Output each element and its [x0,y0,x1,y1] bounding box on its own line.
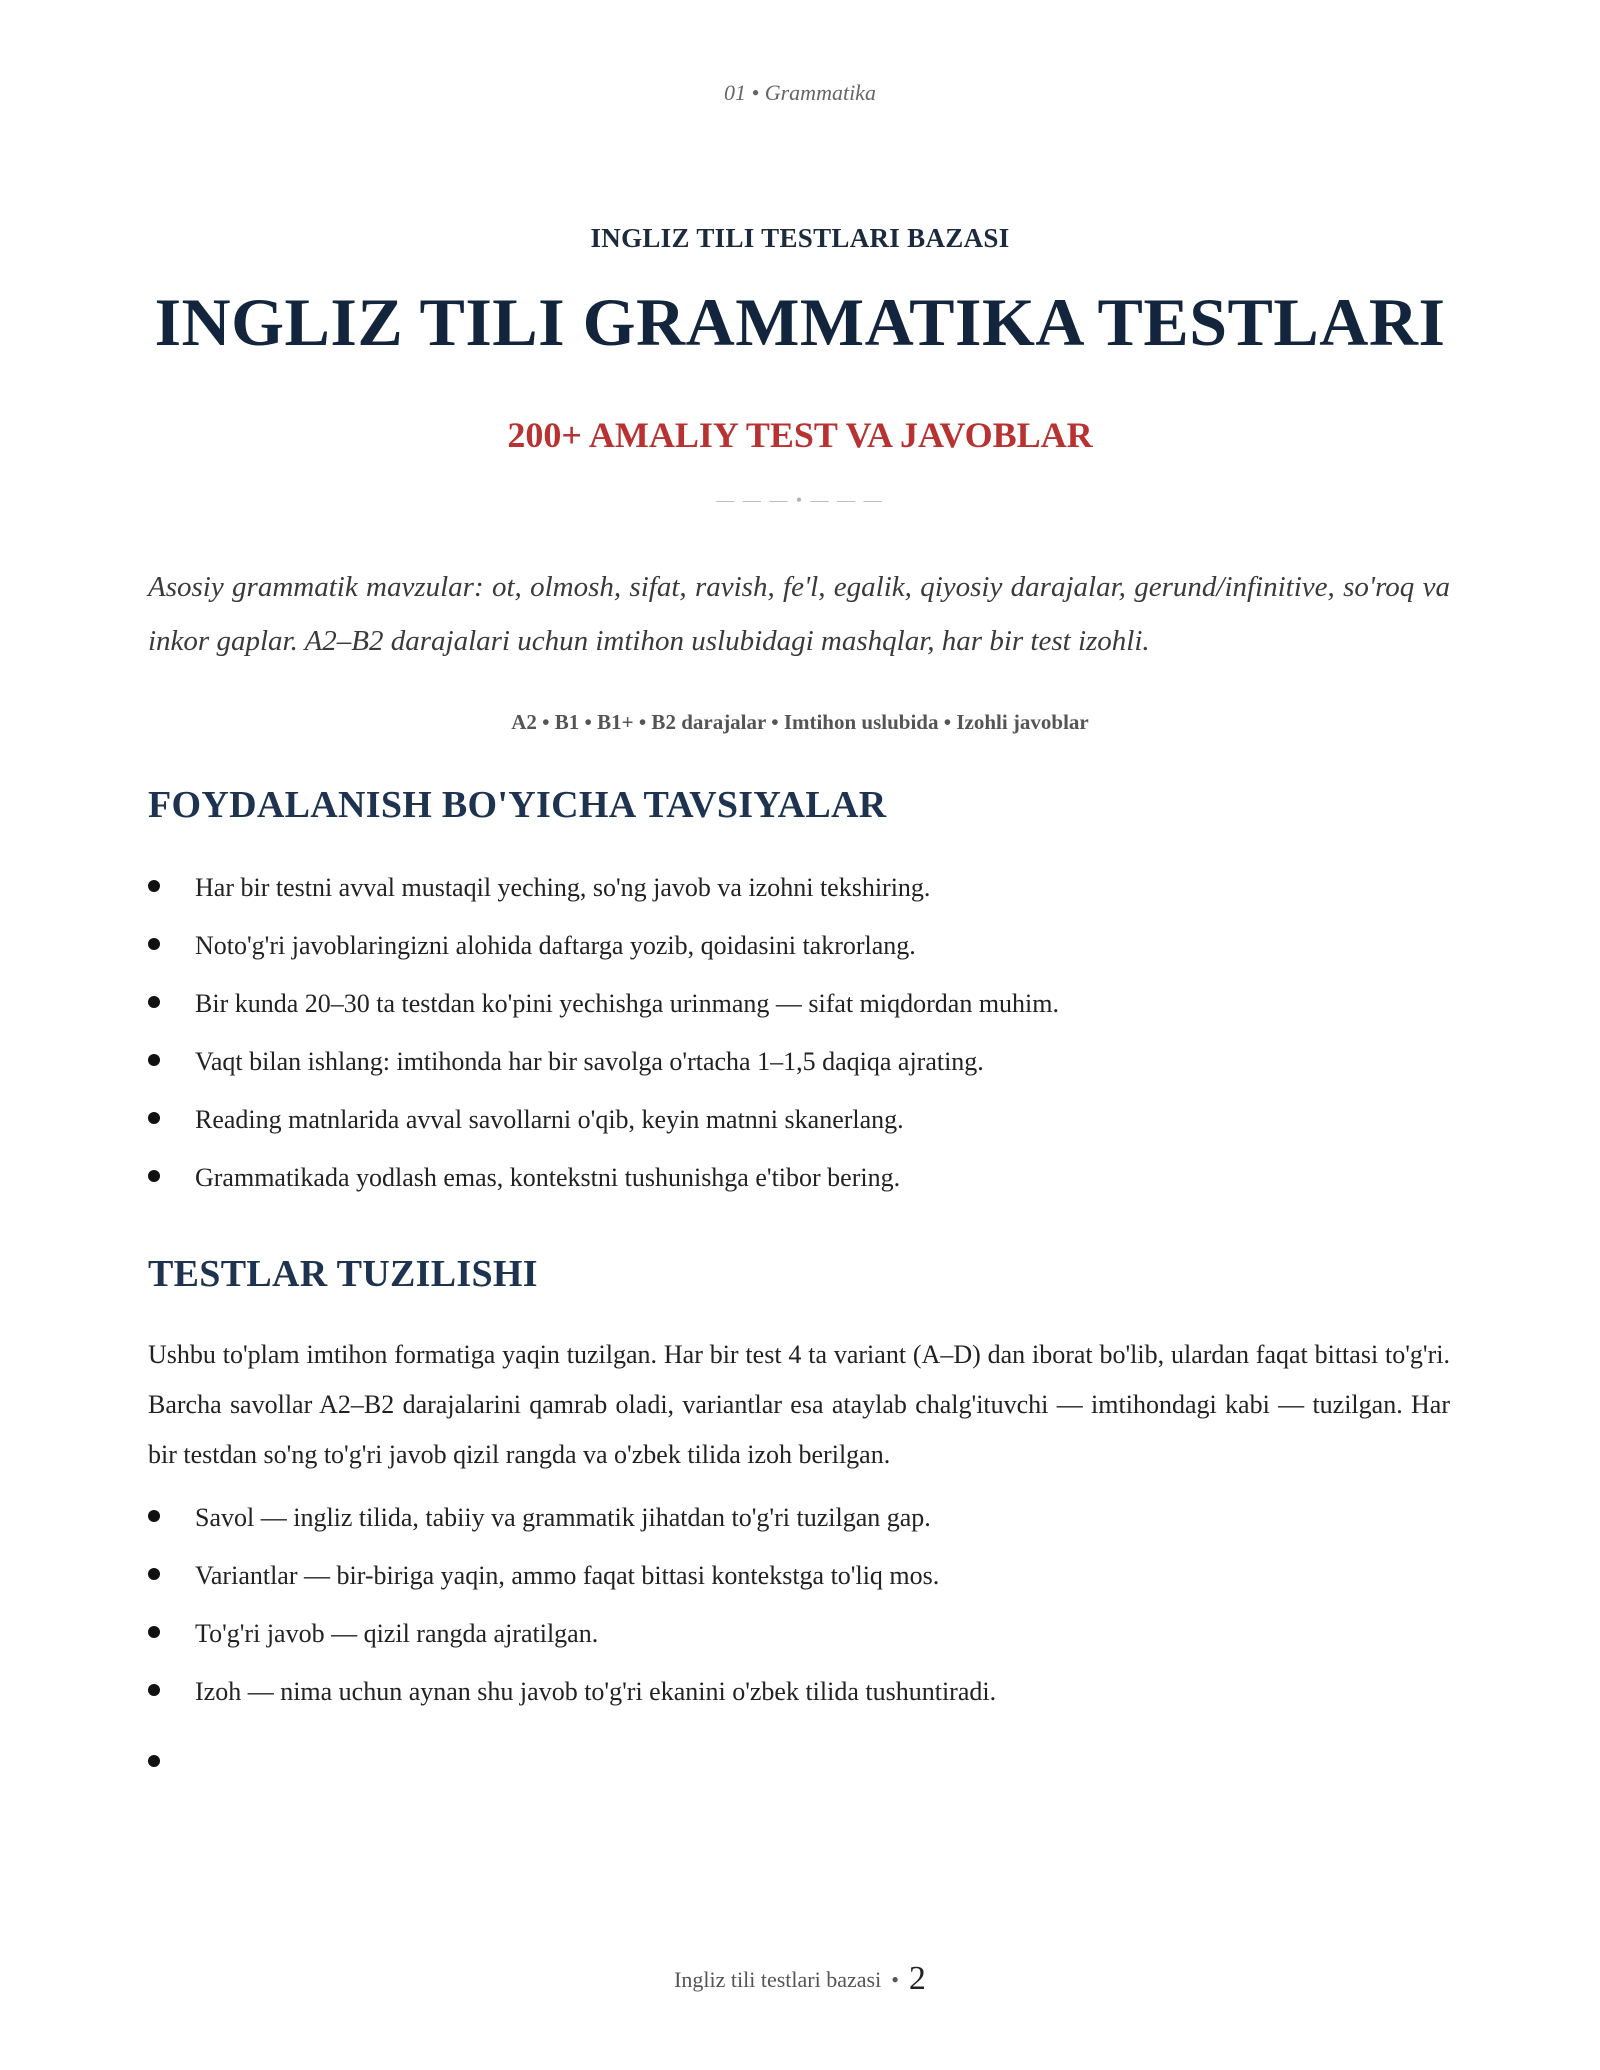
list-item-text: Har bir testni avval mustaqil yeching, so'ng javob va izohni tekshiring. [195,873,931,902]
bullet-icon [148,1626,160,1638]
list-item [148,1616,1458,1674]
section-heading-structure: TESTLAR TUZILISHI [148,1253,538,1295]
list-item-text: Savol — ingliz tilida, tabiiy va grammatik jihatdan to'g'ri tuzilgan gap. [195,1503,931,1532]
subtitle: 200+ AMALIY TEST VA JAVOBLAR [507,415,1093,455]
levels-line: A2 • B1 • B1+ • B2 darajalar • Imtihon uslubida • Izohli javoblar [511,710,1089,734]
list-item [148,870,1458,928]
bullet-icon [148,996,160,1008]
list-item [148,1160,1458,1218]
bullet-icon [148,880,160,892]
list-item-text: Reading matnlarida avval savollarni o'qib, keyin matnni skanerlang. [195,1105,904,1134]
bullet-icon [148,938,160,950]
section-heading-recommendations: FOYDALANISH BO'YICHA TAVSIYALAR [148,784,887,826]
list-item [148,1102,1458,1160]
list-item-text: Noto'g'ri javoblaringizni alohida daftarga yozib, qoidasini takrorlang. [195,931,916,960]
list-item [148,1044,1458,1102]
list-item-text: Vaqt bilan ishlang: imtihonda har bir savolga o'rtacha 1–1,5 daqiqa ajrating. [195,1047,984,1076]
kicker: INGLIZ TILI TESTLARI BAZASI [590,223,1010,253]
bullet-icon [148,1054,160,1066]
list-item-text: Grammatikada yodlash emas, kontekstni tushunishga e'tibor bering. [195,1163,901,1192]
list-item-text: Variantlar — bir-biriga yaqin, ammo faqat bittasi kontekstga to'liq mos. [195,1561,940,1590]
list-item [148,1674,1458,1732]
bullet-icon [148,1112,160,1124]
list-item [148,928,1458,986]
bullet-icon [148,1684,160,1696]
empty-bullet-icon [148,1755,160,1767]
recommendations-list [148,870,1458,1218]
page-footer [0,1960,1600,1998]
footer-separator: • [891,1967,899,1992]
bullet-icon [148,1510,160,1522]
list-item-text: Bir kunda 20–30 ta testdan ko'pini yechishga urinmang — sifat miqdordan muhim. [195,989,1059,1018]
structure-paragraph: Ushbu to'plam imtihon formatiga yaqin tuzilgan. Har bir test 4 ta variant (A–D) dan iborat bo'lib, ulardan faqat bittasi to'g'ri. Barcha savollar A2–B2 darajalarini qamrab oladi, variantlar esa ataylab chalg'ituvchi — imtihondagi kabi — tuzilgan. Har bir testdan so'ng to'g'ri javob qizil rangda va o'zbek tilida izoh berilgan. [148,1340,1450,1469]
list-item [148,986,1458,1044]
bullet-icon [148,1170,160,1182]
running-header: 01 • Grammatika [724,80,876,105]
bullet-icon [148,1568,160,1580]
footer-text: Ingliz tili testlari bazasi [674,1967,882,1992]
ornament-divider: — — — • — — — [716,490,884,510]
intro-paragraph: Asosiy grammatik mavzular: ot, olmosh, sifat, ravish, fe'l, egalik, qiyosiy darajalar, gerund/infinitive, so'roq va inkor gaplar. A2–B2 darajalari uchun imtihon uslubidagi mashqlar, har bir test izohli. [148,571,1450,657]
list-item [148,1500,1458,1558]
structure-list [148,1500,1458,1732]
page-number: 2 [908,1960,926,1997]
page-title: INGLIZ TILI GRAMMATIKA TESTLARI [154,284,1446,360]
list-item-text: Izoh — nima uchun aynan shu javob to'g'ri ekanini o'zbek tilida tushuntiradi. [195,1677,997,1706]
list-item-text: To'g'ri javob — qizil rangda ajratilgan. [195,1619,599,1648]
list-item [148,1558,1458,1616]
